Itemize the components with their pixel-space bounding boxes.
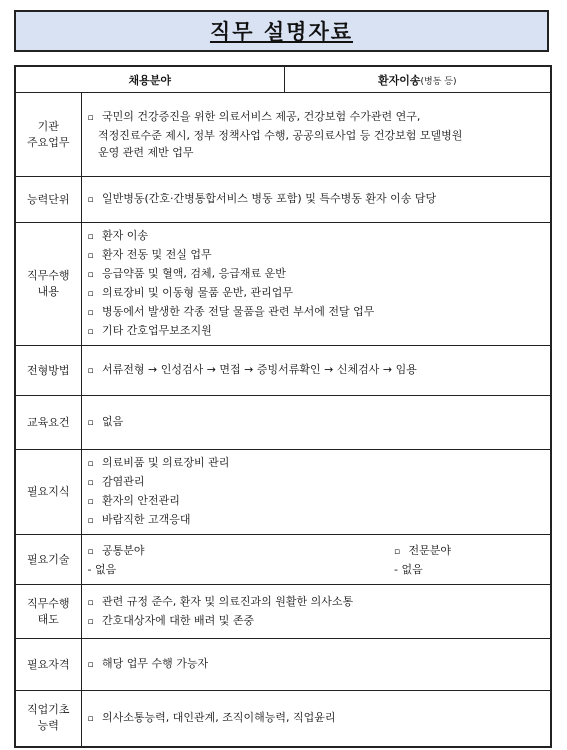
line-text: 의사소통능력, 대인관계, 조직이해능력, 직업윤리: [102, 710, 336, 724]
bullet-icon: ▫: [87, 546, 94, 557]
label-line: 필요지식: [26, 485, 70, 498]
content-line: [88, 655, 545, 674]
line-text: 기타 간호업무보조지원: [102, 324, 212, 337]
content-line: [88, 542, 395, 561]
bullet-icon: ▫: [87, 459, 94, 469]
title-box: [14, 10, 549, 52]
label-line: 능력: [37, 719, 59, 733]
content-line: [88, 284, 545, 303]
page-title: 직무 설명자료: [209, 20, 354, 44]
bullet-icon: ▫: [87, 418, 94, 428]
bullet-icon: ▫: [87, 113, 94, 123]
row-label: [15, 535, 81, 585]
line-text: 감염관리: [102, 475, 145, 488]
row-content: [81, 223, 551, 346]
bullet-icon: ▫: [87, 327, 94, 337]
content-line: [88, 322, 545, 341]
content-line: [88, 127, 545, 144]
content-line: [88, 413, 545, 432]
content-line: [88, 144, 545, 161]
row-skills: [15, 535, 551, 585]
bullet-icon: ▫: [87, 270, 94, 280]
label-line: 직무수행: [26, 269, 70, 282]
content-line: [88, 246, 545, 265]
line-text: 관련 규정 준수, 환자 및 의료진과의 원활한 의사소통: [102, 594, 354, 608]
row-label: [15, 585, 81, 639]
row-content: [81, 535, 551, 585]
line-text: 환자 이송: [102, 229, 149, 242]
content-line: [88, 593, 545, 612]
line-text: 없음: [102, 415, 124, 428]
content-line: [88, 454, 545, 473]
job-description-table: [14, 65, 552, 748]
recruit-field-label: 채용분야: [15, 66, 284, 93]
line-text: 응급약품 및 혈액, 검체, 응급재료 운반: [102, 267, 286, 280]
label-line: 태도: [37, 612, 59, 626]
bullet-icon: ▫: [87, 497, 94, 507]
content-line: [88, 190, 545, 209]
row-label: [15, 691, 81, 747]
line-text: 환자 전동 및 전실 업무: [102, 248, 212, 261]
row-job-tasks: [15, 223, 551, 346]
label-line: 기관: [37, 119, 59, 133]
skills-specialized: [394, 542, 544, 578]
header-row: [15, 66, 551, 93]
line-text: 환자의 안전관리: [102, 494, 180, 507]
bullet-icon: ▫: [87, 516, 94, 526]
content-line: [88, 303, 545, 322]
bullet-icon: ▫: [87, 289, 94, 299]
skills-columns: [88, 542, 545, 578]
line-text: 바람직한 고객응대: [102, 513, 191, 526]
label-line: 주요업무: [26, 135, 70, 149]
row-content: [81, 691, 551, 747]
label-line: 전형방법: [26, 363, 70, 377]
line-text: 국민의 건강증진을 위한 의료서비스 제공, 건강보험 수가관련 연구,: [102, 110, 421, 123]
row-knowledge: [15, 450, 551, 535]
row-label: [15, 93, 81, 177]
line-text: 운영 관련 제반 업무: [98, 146, 194, 159]
bullet-icon: ▫: [87, 366, 94, 376]
bullet-icon: ▫: [87, 713, 94, 724]
row-education: [15, 396, 551, 450]
row-content: [81, 346, 551, 396]
bullet-icon: ▫: [87, 308, 94, 318]
row-org-duties: [15, 93, 551, 177]
bullet-icon: ▫: [87, 232, 94, 242]
row-content: [81, 396, 551, 450]
line-text: 병동에서 발생한 각종 전달 물품을 관련 부서에 전달 업무: [102, 305, 375, 318]
bullet-icon: ▫: [87, 597, 94, 608]
recruit-field-value: [284, 66, 551, 93]
row-attitude: [15, 585, 551, 639]
content-line: [88, 361, 545, 380]
content-line: [88, 265, 545, 284]
label-line: 필요기술: [26, 552, 70, 566]
line-text: 서류전형 → 인성검사 → 면접 → 증빙서류확인 → 신체검사 → 임용: [102, 363, 417, 376]
row-label: [15, 639, 81, 691]
line-text: 공통분야: [102, 543, 145, 557]
bullet-icon: ▫: [87, 195, 94, 205]
row-competency-unit: [15, 177, 551, 223]
row-label: [15, 177, 81, 223]
row-content: [81, 93, 551, 177]
line-text: 해당 업무 수행 가능자: [102, 657, 209, 670]
row-label: [15, 346, 81, 396]
content-line: [88, 561, 395, 578]
row-content: [81, 177, 551, 223]
content-line: [88, 473, 545, 492]
row-content: [81, 639, 551, 691]
content-line: [88, 612, 545, 631]
row-label: [15, 396, 81, 450]
row-label: [15, 223, 81, 346]
bullet-icon: ▫: [87, 251, 94, 261]
label-line: 교육요건: [26, 415, 70, 429]
line-text: 의료장비 및 이동형 물품 운반, 관리업무: [102, 286, 293, 299]
line-text: 의료비품 및 의료장비 관리: [102, 456, 230, 469]
row-selection-process: [15, 346, 551, 396]
row-content: [81, 450, 551, 535]
bullet-icon: ▫: [87, 660, 94, 670]
content-line: [394, 542, 544, 561]
bullet-icon: ▫: [87, 616, 94, 627]
label-line: 직업기초: [26, 703, 70, 717]
line-text: 전문분야: [408, 543, 452, 557]
line-text: - 없음: [394, 562, 423, 576]
content-line: [88, 511, 545, 530]
row-label: [15, 450, 81, 535]
label-line: 내용: [37, 285, 59, 298]
row-basic-abilities: [15, 691, 551, 747]
content-line: [88, 709, 545, 728]
row-content: [81, 585, 551, 639]
label-line: 직무수행: [26, 596, 70, 610]
line-text: 일반병동(간호·간병통합서비스 병동 포함) 및 특수병동 환자 이송 담당: [102, 192, 437, 205]
bullet-icon: ▫: [394, 546, 401, 557]
skills-common: [88, 542, 395, 578]
recruit-value-main: 환자이송: [378, 73, 421, 87]
content-line: [394, 561, 544, 578]
line-text: 간호대상자에 대한 배려 및 존중: [102, 613, 255, 627]
bullet-icon: ▫: [87, 478, 94, 488]
content-line: [88, 227, 545, 246]
row-qualification: [15, 639, 551, 691]
line-text: - 없음: [87, 562, 117, 576]
label-line: 필요자격: [26, 657, 70, 671]
recruit-value-sub: (병동 등): [420, 76, 457, 87]
label-line: 능력단위: [26, 192, 70, 206]
content-line: [88, 108, 545, 127]
line-text: 적정진료수준 제시, 정부 정책사업 수행, 공공의료사업 등 건강보험 모델병원: [98, 129, 463, 142]
content-line: [88, 492, 545, 511]
